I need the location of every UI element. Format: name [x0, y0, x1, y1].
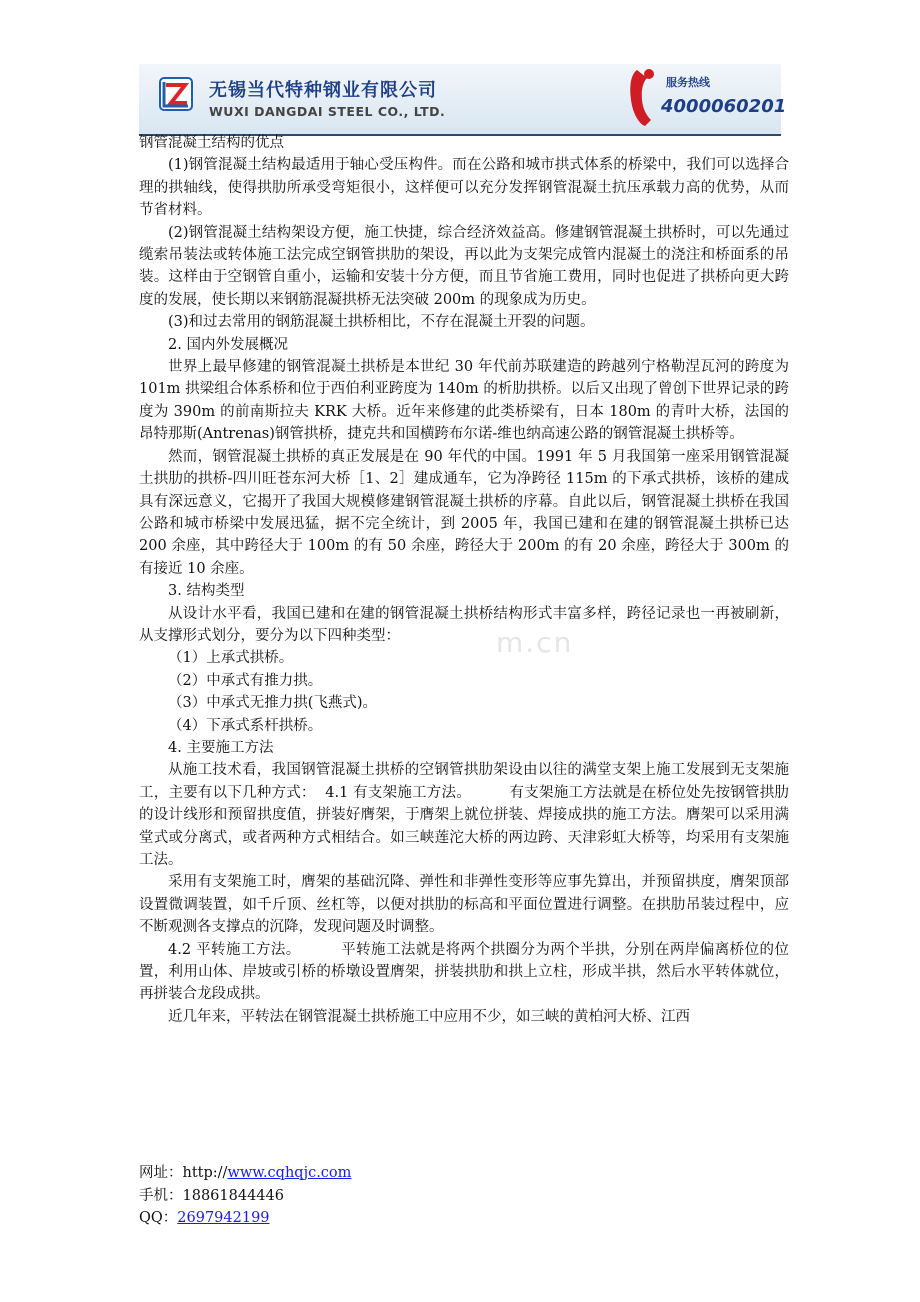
list-item: （3）中承式无推力拱(飞燕式)。 [168, 695, 378, 712]
phone-label: 手机： [139, 1187, 183, 1204]
watermark: m.cn [496, 626, 574, 659]
document-body [139, 132, 789, 1028]
section-heading: 3. 结构类型 [168, 583, 245, 600]
website-line [139, 1162, 351, 1185]
company-logo-icon [159, 77, 193, 111]
paragraph: 然而，钢管混凝土拱桥的真正发展是在 90 年代的中国。1991 年 5 月我国第一座采用钢管混凝土拱肋的拱桥-四川旺苍东河大桥［1、2］建成通车，它为净跨径 115m 的下承式拱桥，该桥的建成具有深远意义，它揭开了我国大规模修建钢管混凝土拱桥的序幕。自此以后，钢管混凝土拱桥在我国公路和城市桥梁中发展迅猛，据不完全统计，到 2005 年，我国已建和在建的钢管混凝土拱桥已达 200 余座，其中跨径大于 100m 的有 50 余座，跨径大于 200m 的有 20 余座，跨径大于 300m 的有接近 10 余座。 [139, 448, 789, 577]
section-heading: 4. 主要施工方法 [168, 739, 274, 756]
company-banner [139, 64, 787, 136]
paragraph: (3)和过去常用的钢筋混凝土拱桥相比，不存在混凝土开裂的问题。 [168, 314, 595, 331]
phone-handset-icon [625, 66, 661, 130]
paragraph: 近几年来，平转法在钢管混凝土拱桥施工中应用不少，如三峡的黄柏河大桥、江西 [168, 1008, 690, 1025]
list-item: （4）下承式系杆拱桥。 [168, 717, 323, 734]
website-label: 网址：http:// [139, 1165, 228, 1181]
list-item: （2）中承式有推力拱。 [168, 672, 323, 689]
list-item: （1）上承式拱桥。 [168, 650, 294, 667]
paragraph: 4.2 平转施工方法。 平转施工法就是将两个拱圈分为两个半拱，分别在两岸偏离桥位的位置，利用山体、岸坡或引桥的桥墩设置膺架，拼装拱肋和拱上立柱，形成半拱，然后水平转体就位，再拼装合龙段成拱。 [139, 941, 789, 1003]
section-heading: 2. 国内外发展概况 [168, 336, 288, 353]
company-name-en: WUXI DANGDAI STEEL CO., LTD. [209, 104, 446, 119]
footer-contact [139, 1162, 351, 1230]
qq-label: QQ： [139, 1210, 178, 1226]
website-link[interactable]: www.cqhqjc.com [227, 1165, 352, 1181]
paragraph: 世界上最早修建的钢管混凝土拱桥是本世纪 30 年代前苏联建造的跨越列宁格勒涅瓦河的跨度为 101m 拱梁组合体系桥和位于西伯利亚跨度为 140m 的析肋拱桥。以后又出现了曾创下世界记录的跨度为 390m 的前南斯拉夫 KRK 大桥。近年来修建的此类桥梁有，日本 180m 的青叶大桥，法国的昂特那斯(Antrenas)钢管拱桥，捷克共和国横跨布尔诺-维也纳高速公路的钢管混凝土拱桥等。 [139, 359, 789, 443]
paragraph: 从施工技术看，我国钢管混凝土拱桥的空钢管拱肋架设由以往的满堂支架上施工发展到无支架施工，主要有以下几种方式： 4.1 有支架施工方法。 有支架施工方法就是在桥位处先按钢管拱肋的设计线形和预留拱度值，拼装好膺架，于膺架上就位拼装、焊接成拱的施工方法。膺架可以采用满堂式或分离式，或者两种方式相结合。如三峡莲沱大桥的两边跨、天津彩虹大桥等，均采用有支架施工法。 [139, 762, 789, 868]
paragraph: (2)钢管混凝土结构架设方便，施工快捷，综合经济效益高。修建钢管混凝土拱桥时，可以先通过缆索吊装法或转体施工法完成空钢管拱肋的架设，再以此为支架完成管内混凝土的浇注和桥面系的吊装。这样由于空钢管自重小，运输和安装十分方便，而且节省施工费用，同时也促进了拱桥向更大跨度的发展，使长期以来钢筋混凝拱桥无法突破 200m 的现象成为历史。 [139, 224, 789, 308]
qq-link[interactable]: 2697942199 [177, 1210, 270, 1226]
phone-value: 18861844446 [182, 1187, 284, 1204]
document-title: 钢管混凝土结构的优点 [139, 135, 284, 151]
qq-line [139, 1207, 351, 1230]
company-name-cn: 无锡当代特种钢业有限公司 [209, 80, 437, 101]
hotline-label: 服务热线 [666, 76, 710, 89]
hotline-number: 4000060201 [661, 96, 787, 117]
paragraph: 采用有支架施工时，膺架的基础沉降、弹性和非弹性变形等应事先算出，并预留拱度，膺架顶部设置微调装置，如千斤顶、丝杠等，以便对拱肋的标高和平面位置进行调整。在拱肋吊装过程中，应不断观测各支撑点的沉降，发现问题及时调整。 [139, 874, 789, 936]
paragraph: 从设计水平看，我国已建和在建的钢管混凝土拱桥结构形式丰富多样，跨径记录也一再被刷新，从支撑形式划分，要分为以下四种类型： [139, 605, 789, 644]
paragraph: (1)钢管混凝土结构最适用于轴心受压构件。而在公路和城市拱式体系的桥梁中，我们可以选择合理的拱轴线，使得拱肋所承受弯矩很小，这样便可以充分发挥钢管混凝土抗压承载力高的优势，从而节省材料。 [139, 157, 789, 219]
phone-line [139, 1185, 351, 1208]
